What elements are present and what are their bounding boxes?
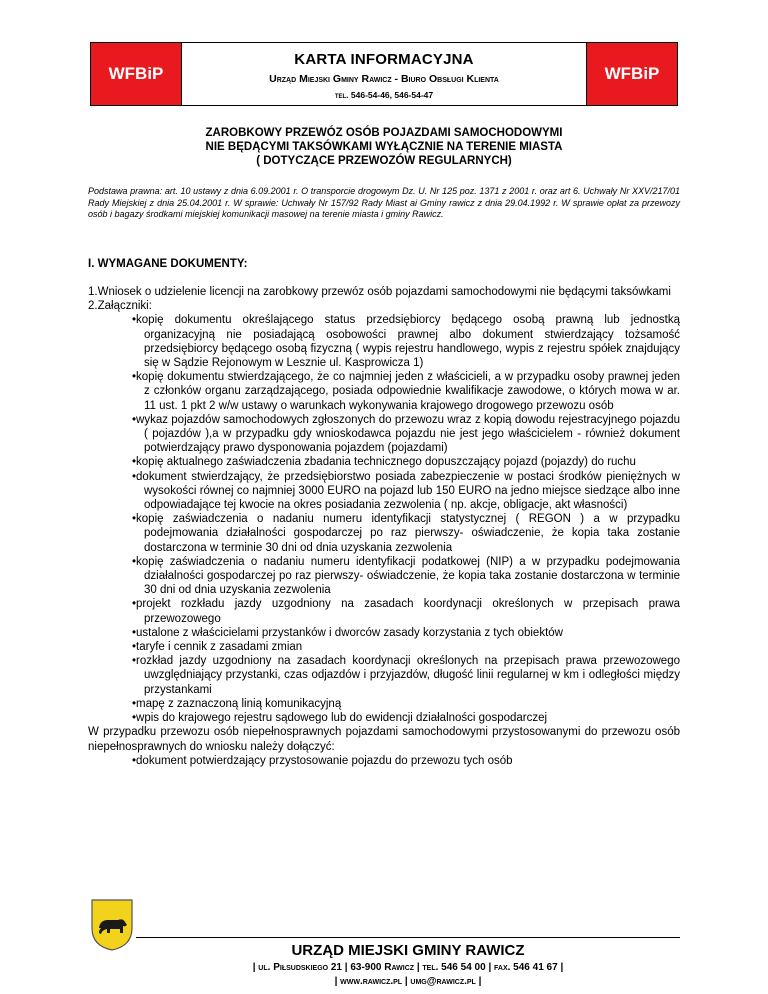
list-item: •projekt rozkładu jazdy uzgodniony na zasadach koordynacji określonych w przepisach prawa przewozowego <box>132 598 680 625</box>
section-title: I. WYMAGANE DOKUMENTY: <box>88 258 248 270</box>
footer-title: URZĄD MIEJSKI GMINY RAWICZ <box>291 942 525 959</box>
list-item: •dokument stwierdzający, że przedsiębiorstwo posiada zabezpieczenie w postaci środków pieniężnych w wysokości równej co najmniej 3000 EURO na pojazd lub 150 EURO na jedno miejsce siedzące albo inne odpowiadające tej kwocie na okres posiadania zezwolenia ( np. akcje, obligacje, akt własności) <box>132 470 680 512</box>
document-title-line3: ( DOTYCZĄCE PRZEWOZÓW REGULARNYCH) <box>256 155 512 167</box>
list-item: •taryfe i cennik z zasadami zmian <box>132 641 303 654</box>
wfbip-logo-left: WFBiP <box>91 43 181 105</box>
document-title-line1: ZAROBKOWY PRZEWÓZ OSÓB POJAZDAMI SAMOCHODOWYMI <box>205 127 563 139</box>
header-subtitle: Urząd Miejski Gminy Rawicz - Biuro Obsługi Klienta <box>269 73 499 85</box>
list-item: •kopię aktualnego zaświadczenia zbadania technicznego dopuszczający pojazd (pojazdy) do ruchu <box>132 456 636 469</box>
disabled-transport-note: W przypadku przewozu osób niepełnosprawnych pojazdami samochodowymi przystosowanymi do przewozu osób niepełnosprawnych do wniosku należy dołączyć: <box>88 726 680 753</box>
list-item: •mapę z zaznaczoną linią komunikacyjną <box>132 697 342 710</box>
header-phone: tel. 546-54-46, 546-54-47 <box>334 90 434 100</box>
item-application: 1.Wniosek o udzielenie licencji na zarobkowy przewóz osób pojazdami samochodowymi nie będącymi taksówkami <box>88 286 671 298</box>
document-title-line2: NIE BĘDĄCYMI TAKSÓWKAMI WYŁĄCZNIE NA TERENIE MIASTA <box>205 141 563 153</box>
legal-basis: Podstawa prawna: art. 10 ustawy z dnia 6.09.2001 r. O transporcie drogowym Dz. U. Nr 125 poz. 1371 z 2001 r. oraz art 6. Uchwały Nr XXV/217/01 Rady Miejskiej z dnia 25.04.2001 r. W sprawie: Uchwały Nr 157/92 Rady Miast ai Gminy rawicz z dnia 29.04.1992 r. W sprawie opłat za przewozy osób i bagazy środkami miejskiej komunikacji masowej na terenie miasta i gminy Rawicz. <box>88 186 680 219</box>
footer-divider <box>136 937 680 938</box>
wfbip-logo-right: WFBiP <box>587 43 677 105</box>
list-item: •kopię dokumentu stwierdzającego, że co najmniej jeden z właścicieli, a w przypadku osoby prawnej jeden z członków organu zarządzającego, posiada odpowiednie kwalifikacje zawodowe, o których mowa w ar. 11 ust. 1 pkt 2 w/w ustawy o warunkach wykonywania krajowego drogowego przewozu osób <box>132 371 680 412</box>
document-title <box>0 126 768 168</box>
item-attachments: 2.Załączniki: <box>88 300 152 313</box>
header-box <box>90 42 678 106</box>
header-title: KARTA INFORMACYJNA <box>294 51 474 68</box>
list-item: •kopię dokumentu określającego status przedsiębiorcy będącego osobą prawną lub jednostką organizacyjną nie posiadającą osobowości prawnej albo dokument stwierdzający tożsamość przedsiębiorcy będącego osobą fizyczną ( wypis rejestru handlowego, wypis z rejestru spółek znajdujący się w Sądzie Rejonowym w Lesznie ul. Kasprowicza 1) <box>132 314 680 370</box>
footer-address: | ul. Piłsudskiego 21 | 63-900 Rawicz | tel. 546 54 00 | fax. 546 41 67 | <box>252 962 564 973</box>
list-item: •dokument potwierdzający przystosowanie pojazdu do przewozu tych osób <box>132 754 513 767</box>
list-item: •wykaz pojazdów samochodowych zgłoszonych do przewozu wraz z kopią dowodu rejestracyjnego pojazdu ( pojazdów ),a w przypadku gdy wnioskodawca pojazdu nie jest jego właścicielem - również dokument potwierdzający prawo dysponowania pojazdem (pojazdami) <box>132 413 680 455</box>
document-body <box>88 285 680 768</box>
list-item: •wpis do krajowego rejestru sądowego lub do ewidencji działalności gospodarczej <box>132 712 548 725</box>
list-item: •kopię zaświadczenia o nadaniu numeru identyfikacji podatkowej (NIP) a w przypadku podejmowania działalności gospodarczej po raz pierwszy- oświadczenie, że kopia taka zostanie dostarczona w terminie 30 dni od dnia uzyskania zezwolenia <box>132 555 680 597</box>
header-center <box>181 43 587 105</box>
list-item: •rozkład jazdy uzgodniony na zasadach koordynacji określonych na przepisach prawa przewozowego uwzględniający przystanki, czas odjazdów i przyjazdów, długość linii regularnej w km i odległości między przystankami <box>132 655 680 696</box>
footer-contact: | www.rawicz.pl | umg@rawicz.pl | <box>334 976 482 987</box>
list-item: •kopię zaświadczenia o nadaniu numeru identyfikacji statystycznej ( REGON ) a w przypadku podejmowania działalności gospodarczej po raz pierwszy- oświadczenie, że kopia taka zostanie dostarczona w terminie 30 dni od dnia uzyskania zezwolenia <box>132 513 680 554</box>
coat-of-arms-icon <box>90 898 134 952</box>
list-item: •ustalone z właścicielami przystanków i dworców zasady korzystania z tych obiektów <box>132 626 563 639</box>
